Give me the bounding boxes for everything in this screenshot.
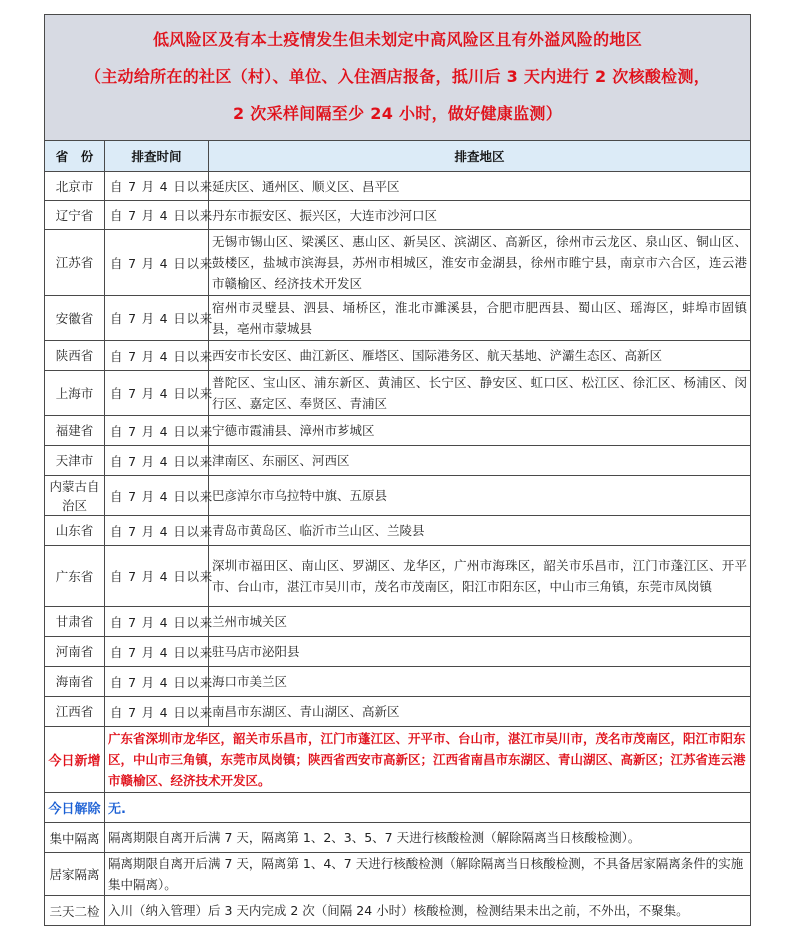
area-cell: 西安市长安区、曲江新区、雁塔区、国际港务区、航天基地、浐灞生态区、高新区 (209, 341, 751, 371)
table-row (45, 637, 751, 667)
note-label: 集中隔离 (45, 823, 105, 853)
time-cell: 自 7 月 4 日以来 (105, 476, 209, 516)
table-row (45, 416, 751, 446)
note-label: 居家隔离 (45, 853, 105, 896)
time-cell: 自 7 月 4 日以来 (105, 201, 209, 230)
new-today-row (45, 727, 751, 793)
time-cell: 自 7 月 4 日以来 (105, 516, 209, 546)
table-row (45, 476, 751, 516)
province-cell: 海南省 (45, 667, 105, 697)
province-cell: 北京市 (45, 172, 105, 201)
header-row (45, 15, 751, 141)
province-cell: 福建省 (45, 416, 105, 446)
area-cell: 驻马店市泌阳县 (209, 637, 751, 667)
area-cell: 兰州市城关区 (209, 607, 751, 637)
header-cell (45, 15, 751, 141)
time-cell: 自 7 月 4 日以来 (105, 172, 209, 201)
time-cell: 自 7 月 4 日以来 (105, 446, 209, 476)
province-cell: 安徽省 (45, 296, 105, 341)
area-cell: 丹东市振安区、振兴区，大连市沙河口区 (209, 201, 751, 230)
area-cell: 青岛市黄岛区、临沂市兰山区、兰陵县 (209, 516, 751, 546)
province-cell: 天津市 (45, 446, 105, 476)
note-text: 隔离期限自离开后满 7 天，隔离第 1、4、7 天进行核酸检测（解除隔离当日核酸检测，不具备居家隔离条件的实施集中隔离）。 (105, 853, 751, 896)
risk-area-table (44, 14, 751, 926)
table-row (45, 516, 751, 546)
note-text: 入川（纳入管理）后 3 天内完成 2 次（间隔 24 小时）核酸检测，检测结果未出之前，不外出，不聚集。 (105, 896, 751, 926)
area-cell: 普陀区、宝山区、浦东新区、黄浦区、长宁区、静安区、虹口区、松江区、徐汇区、杨浦区、闵行区、嘉定区、奉贤区、青浦区 (209, 371, 751, 416)
area-cell: 津南区、东丽区、河西区 (209, 446, 751, 476)
province-cell: 甘肃省 (45, 607, 105, 637)
column-header-area: 排查地区 (209, 141, 751, 172)
province-cell: 广东省 (45, 546, 105, 607)
note-label: 三天二检 (45, 896, 105, 926)
table-row (45, 341, 751, 371)
table-row (45, 667, 751, 697)
province-cell: 上海市 (45, 371, 105, 416)
note-row (45, 823, 751, 853)
area-cell: 宿州市灵璧县、泗县、埇桥区，淮北市濉溪县，合肥市肥西县、蜀山区、瑶海区，蚌埠市固镇县，亳州市蒙城县 (209, 296, 751, 341)
table-row (45, 230, 751, 296)
header-title: 低风险区及有本土疫情发生但未划定中高风险区且有外溢风险的地区 (153, 30, 643, 49)
table-row (45, 607, 751, 637)
time-cell: 自 7 月 4 日以来 (105, 697, 209, 727)
table-row (45, 697, 751, 727)
column-header-time: 排查时间 (105, 141, 209, 172)
header-instruction-cont: 2 次采样间隔至少 24 小时，做好健康监测） (233, 104, 563, 123)
time-cell: 自 7 月 4 日以来 (105, 637, 209, 667)
lifted-today-row (45, 793, 751, 823)
province-cell: 河南省 (45, 637, 105, 667)
note-text: 隔离期限自离开后满 7 天，隔离第 1、2、3、5、7 天进行核酸检测（解除隔离当日核酸检测）。 (105, 823, 751, 853)
province-cell: 内蒙古自治区 (45, 476, 105, 516)
table-row (45, 371, 751, 416)
time-cell: 自 7 月 4 日以来 (105, 546, 209, 607)
header-instruction: （主动给所在的社区（村）、单位、入住酒店报备，抵川后 3 天内进行 2 次核酸检测， (84, 67, 711, 86)
time-cell: 自 7 月 4 日以来 (105, 416, 209, 446)
column-header-row (45, 141, 751, 172)
area-cell: 宁德市霞浦县、漳州市芗城区 (209, 416, 751, 446)
area-cell: 延庆区、通州区、顺义区、昌平区 (209, 172, 751, 201)
column-header-province: 省 份 (45, 141, 105, 172)
time-cell: 自 7 月 4 日以来 (105, 341, 209, 371)
province-cell: 江西省 (45, 697, 105, 727)
table-row (45, 172, 751, 201)
area-cell: 无锡市锡山区、梁溪区、惠山区、新吴区、滨湖区、高新区，徐州市云龙区、泉山区、铜山区、鼓楼区，盐城市滨海县，苏州市相城区，淮安市金湖县，徐州市睢宁县，南京市六合区，连云港市赣榆区、经济技术开发区 (209, 230, 751, 296)
note-row (45, 896, 751, 926)
note-row (45, 853, 751, 896)
new-today-text: 广东省深圳市龙华区，韶关市乐昌市，江门市蓬江区、开平市、台山市，湛江市吴川市，茂名市茂南区，阳江市阳东区，中山市三角镇，东莞市凤岗镇；陕西省西安市高新区；江西省南昌市东湖区、青山湖区、高新区；江苏省连云港市赣榆区、经济技术开发区。 (105, 727, 751, 793)
province-cell: 山东省 (45, 516, 105, 546)
province-cell: 陕西省 (45, 341, 105, 371)
table-row (45, 201, 751, 230)
lifted-today-label: 今日解除 (45, 793, 105, 823)
province-cell: 江苏省 (45, 230, 105, 296)
table-row (45, 296, 751, 341)
time-cell: 自 7 月 4 日以来 (105, 371, 209, 416)
area-cell: 海口市美兰区 (209, 667, 751, 697)
area-cell: 深圳市福田区、南山区、罗湖区、龙华区，广州市海珠区，韶关市乐昌市，江门市蓬江区、开平市、台山市，湛江市吴川市，茂名市茂南区，阳江市阳东区，中山市三角镇，东莞市凤岗镇 (209, 546, 751, 607)
table-row (45, 446, 751, 476)
new-today-label: 今日新增 (45, 727, 105, 793)
risk-area-sheet (44, 14, 750, 926)
province-cell: 辽宁省 (45, 201, 105, 230)
table-row (45, 546, 751, 607)
time-cell: 自 7 月 4 日以来 (105, 230, 209, 296)
area-cell: 南昌市东湖区、青山湖区、高新区 (209, 697, 751, 727)
area-cell: 巴彦淖尔市乌拉特中旗、五原县 (209, 476, 751, 516)
time-cell: 自 7 月 4 日以来 (105, 607, 209, 637)
time-cell: 自 7 月 4 日以来 (105, 667, 209, 697)
lifted-today-text: 无. (105, 793, 751, 823)
time-cell: 自 7 月 4 日以来 (105, 296, 209, 341)
